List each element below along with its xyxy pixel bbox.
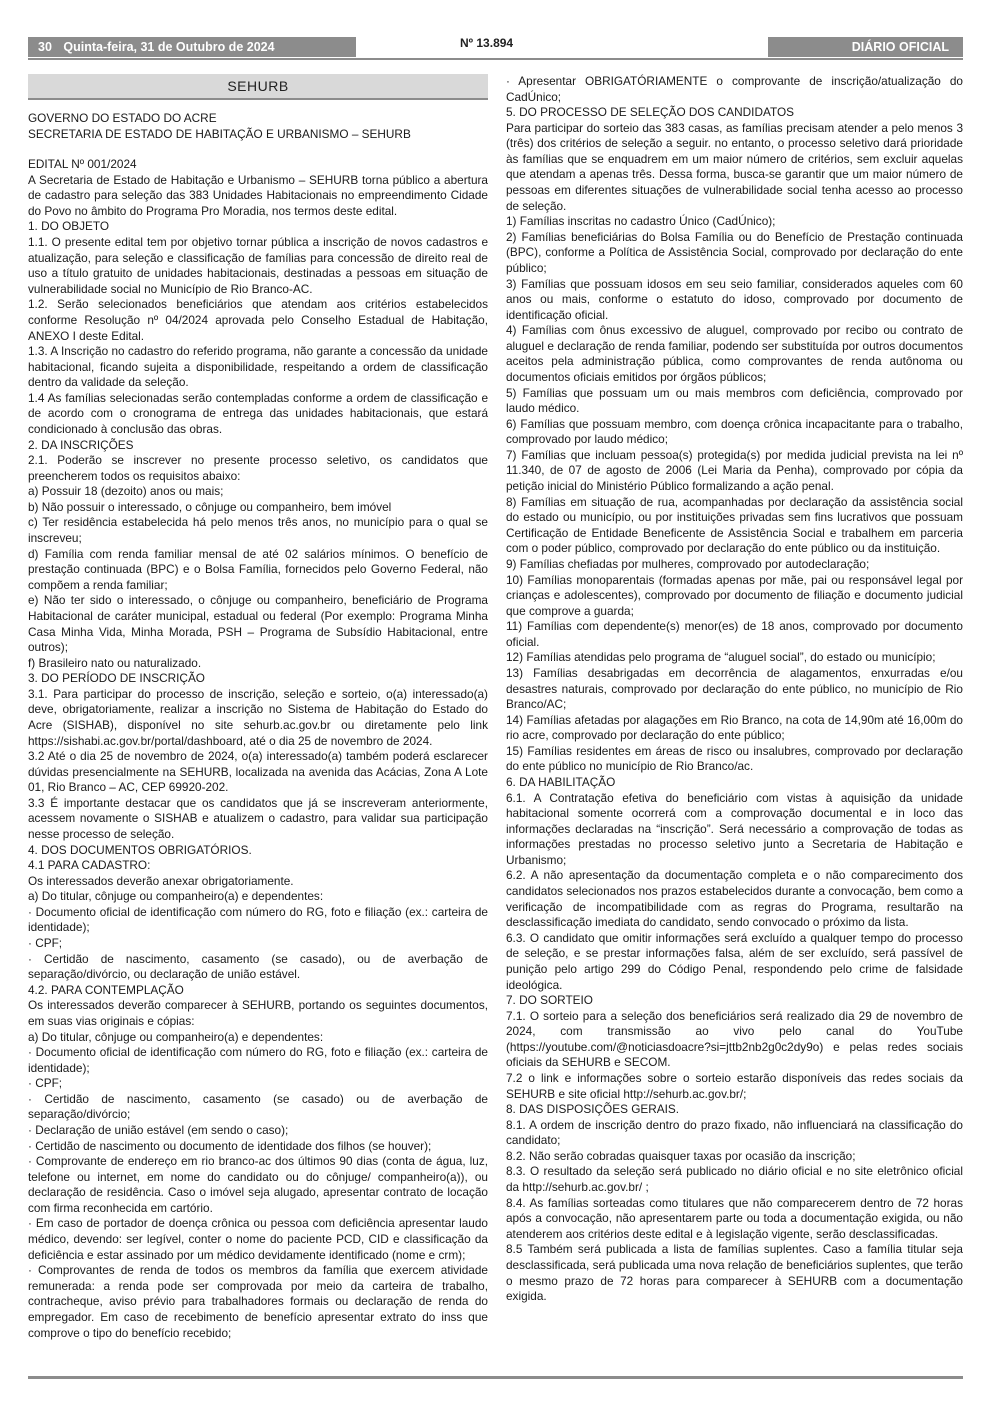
paragraph: · Apresentar OBRIGATÓRIAMENTE o comprovante de inscrição/atualização do CadÚnico; — [506, 74, 963, 104]
org-line-2: SECRETARIA DE ESTADO DE HABITAÇÃO E URBANISMO – SEHURB — [28, 126, 411, 141]
paragraph: · Documento oficial de identificação com número do RG, foto e filiação (ex.: carteira de identidade); — [28, 904, 488, 935]
paragraph: 2.1. Poderão se inscrever no presente processo seletivo, os candidatos que preencherem todos os requisitos abaixo: — [28, 453, 488, 483]
paragraph: 7.2 o link e informações sobre o sorteio estarão disponíveis das redes sociais da SEHURB e site oficial http://sehurb.ac.gov.br/; — [506, 1071, 963, 1101]
paragraph: a) Do titular, cônjuge ou companheiro(a) e dependentes: — [28, 1029, 324, 1044]
paragraph: 8.2. Não serão cobradas quaisquer taxas por ocasião da inscrição; — [506, 1148, 856, 1163]
paragraph: 10) Famílias monoparentais (formadas apenas por mãe, pai ou responsável legal por crianças e adolescentes), comprovado por documento de filiação e documento judicial que comprove a guarda; — [506, 572, 963, 618]
paragraph: 6.1. A Contratação efetiva do beneficiário com vistas à aquisição da unidade habitacional somente ocorrerá com a comprovação documental e in loco das informações declaradas na “inscrição”. Será necessário a comprovação de todas as informações prestadas no processo seletivo junto a Secretaria de Habitação e Urbanismo; — [506, 790, 963, 867]
paragraph: Os interessados deverão comparecer à SEHURB, portando os seguintes documentos, em suas vias originais e cópias: — [28, 998, 488, 1028]
edital-title: EDITAL Nº 001/2024 — [28, 157, 137, 172]
page-number: 30 — [38, 40, 52, 54]
paragraph: 12) Famílias atendidas pelo programa de “aluguel social”, do estado ou município; — [506, 650, 936, 665]
right-column — [506, 74, 963, 1305]
paragraph: e) Não ter sido o interessado, o cônjuge ou companheiro, beneficiário de Programa Habitacional de caráter municipal, estadual ou federal (Por exemplo: Programa Minha Casa Minha Vida, Minha Morada, PSH – Programa de Subsídio Habitacional, entre outros); — [28, 593, 488, 655]
paragraph: c) Ter residência estabelecida há pelo menos três anos, no município para o qual se inscreveu; — [28, 515, 488, 546]
paragraph: f) Brasileiro nato ou naturalizado. — [28, 655, 202, 670]
paragraph: a) Possuir 18 (dezoito) anos ou mais; — [28, 484, 224, 499]
paragraph: · Em caso de portador de doença crônica ou pessoa com deficiência apresentar laudo médico, devendo: ser legível, conter o nome do paciente PCD, CID e classificação da deficiência e estar assinado por um médico devidamente identificado (nome e crm); — [28, 1216, 488, 1262]
header-divider — [28, 58, 963, 60]
paragraph: 8.5 Também será publicada a lista de famílias suplentes. Caso a família titular seja desclassificada, será publicada uma nova relação de beneficiários suplentes, que terão o mesmo prazo de 72 horas para comparecer à SEHURB com a documentação exigida. — [506, 1242, 963, 1304]
paragraph: 9) Famílias chefiadas por mulheres, comprovado por autodeclaração; — [506, 556, 870, 571]
paragraph: · Comprovante de endereço em rio branco-ac dos últimos 90 dias (conta de água, luz, telefone ou internet, em nome do candidato ou do cônjuge/ companheiro(a)), ou declaração de residência. Caso o imóvel seja alugado, apresentar contrato de locação com firma reconhecida em cartório. — [28, 1154, 488, 1215]
page-header — [28, 37, 963, 57]
paragraph: 1. DO OBJETO — [28, 219, 110, 234]
publication-name: DIÁRIO OFICIAL — [851, 40, 949, 54]
left-column — [28, 74, 488, 1341]
paragraph: 1) Famílias inscritas no cadastro Único (CadÚnico); — [506, 214, 776, 229]
paragraph: 6.3. O candidato que omitir informações será excluído a qualquer tempo do processo de seleção, e se prestar informações falsa, além de ser excluído, será passível de punição pelo artigo 299 do Código Penal, respondendo pelo crime de falsidade ideológica. — [506, 930, 963, 992]
left-body-text — [28, 173, 488, 1341]
paragraph: 8.3. O resultado da seleção será publicado no diário oficial e no site eletrônico oficial da http://sehurb.ac.gov.br/ ; — [506, 1164, 963, 1195]
paragraph: 4. DOS DOCUMENTOS OBRIGATÓRIOS. — [28, 842, 252, 857]
edition-number: Nº 13.894 — [460, 36, 514, 50]
paragraph: 3.3 É importante destacar que os candidatos que já se inscreveram anteriormente, acessem novamente o SISHAB e atualizem o cadastro, para validar sua participação nesse processo de seleção. — [28, 795, 488, 842]
paragraph: 7) Famílias que incluam pessoa(s) protegida(s) por medida judicial prevista na lei nº 11.340, de 07 de agosto de 2006 (Lei Maria da Penha), comprovado por cópia da petição inicial do Ministério Público formalizando a ação penal. — [506, 447, 963, 494]
paragraph: 15) Famílias residentes em áreas de risco ou insalubres, comprovado por declaração do ente público no município de Rio Branco/ac. — [506, 743, 963, 774]
paragraph: a) Do titular, cônjuge ou companheiro(a) e dependentes: — [28, 889, 324, 904]
org-line-1: GOVERNO DO ESTADO DO ACRE — [28, 111, 217, 125]
paragraph: d) Família com renda familiar mensal de até 02 salários mínimos. O benefício de prestação continuada (BPC) e o Bolsa Família, fornecidos pelo Governo Federal, não compõem a renda familiar; — [28, 546, 488, 592]
paragraph: 1.4 As famílias selecionadas serão contempladas conforme a ordem de classificação e de acordo com o cronograma de entrega das unidades habitacionais, que estará condicionado à conclusão das obras. — [28, 390, 488, 436]
paragraph: 13) Famílias desabrigadas em decorrência de alagamentos, enxurradas e/ou desastres naturais, comprovado por declaração do ente público, no município de Rio Branco/AC; — [506, 665, 963, 712]
header-middle — [356, 37, 768, 57]
paragraph: 14) Famílias afetadas por alagações em Rio Branco, na cota de 14,90m até 16,00m do rio acre, comprovado por declaração do ente público; — [506, 712, 963, 743]
right-body-text — [506, 74, 963, 1305]
paragraph: A Secretaria de Estado de Habitação e Urbanismo – SEHURB torna público a abertura de cadastro para seleção das 383 Unidades Habitacionais no empreendimento Cidade do Povo no âmbito do Programa Pro Moradia, nos termos deste edital. — [28, 172, 488, 218]
paragraph: 2) Famílias beneficiárias do Bolsa Família ou do Benefício de Prestação continuada (BPC), conforme a Política de Assistência Social, comprovado por declaração do ente público; — [506, 229, 963, 275]
paragraph: 1.2. Serão selecionados beneficiários que atendam aos critérios estabelecidos conforme Resolução nº 04/2024 aprovada pelo Conselho Estadual de Habitação, ANEXO I deste Edital. — [28, 297, 488, 343]
paragraph: 1.1. O presente edital tem por objetivo tornar pública a inscrição de novos cadastros e atualização, para seleção e classificação de famílias para concessão de direito real de uso a título gratuito de unidades habitacionais, destinadas a pessoas em situação de vulnerabilidade social no Município de Rio Branco-AC. — [28, 235, 488, 296]
paragraph: · CPF; — [28, 936, 63, 951]
paragraph: 5. DO PROCESSO DE SELEÇÃO DOS CANDIDATOS — [506, 105, 794, 120]
paragraph: Os interessados deverão anexar obrigatoriamente. — [28, 873, 294, 888]
spacer — [28, 142, 488, 157]
paragraph: · Declaração de união estável (em sendo o caso); — [28, 1123, 289, 1137]
paragraph: 6.2. A não apresentação da documentação completa e o não comparecimento dos candidatos selecionados nos prazos estabelecidos durante a convocação, bem como a verificação de incompatibilidade com as regras do Programa, resultarão na desclassificação imediata do candidato, sendo convocado o próximo da lista. — [506, 868, 963, 930]
paragraph: 3. DO PERÍODO DE INSCRIÇÃO — [28, 671, 205, 686]
header-right-band — [768, 37, 963, 57]
footer-divider — [28, 1376, 963, 1379]
paragraph: 7. DO SORTEIO — [506, 993, 593, 1008]
paragraph: 3.1. Para participar do processo de inscrição, seleção e sorteio, o(a) interessado(a) deve, obrigatoriamente, realizar a inscrição no Sistema de Habitação do Estado do Acre (SISHAB), disponível no site sehurb.ac.gov.br ou diretamente pelo link https://sishabi.ac.gov.br/portal/dashboard, até o dia 25 de novembro de 2024. — [28, 686, 488, 748]
paragraph: · Comprovantes de renda de todos os membros da família que exercem atividade remunerada: a renda pode ser comprovada por meio da carteira de trabalho, contracheque, aviso prévio para trabalhadores formais ou declaração de renda do empregador. Em caso de recebimento de benefício apresentar extrato do inss que comprove o tipo do benefício recebido; — [28, 1263, 488, 1340]
paragraph: 6. DA HABILITAÇÃO — [506, 775, 616, 790]
paragraph: · Documento oficial de identificação com número do RG, foto e filiação (ex.: carteira de identidade); — [28, 1045, 488, 1075]
paragraph: 8.1. A ordem de inscrição dentro do prazo fixado, não influenciará na classificação do candidato; — [506, 1117, 963, 1148]
paragraph: 11) Famílias com dependente(s) menor(es) de 18 anos, comprovado por documento oficial. — [506, 619, 963, 649]
paragraph: · Certidão de nascimento ou documento de identidade dos filhos (se houver); — [28, 1138, 432, 1153]
paragraph: · CPF; — [28, 1076, 63, 1091]
paragraph: 8) Famílias em situação de rua, acompanhadas por declaração da assistência social do estado ou município, ou por instituições privadas sem fins lucrativos que possuam Certificação de Entidade Beneficente de Assistência Social e trabalhem em parceria com o poder público, comprovado por declaração do ente público ou da instituição. — [506, 494, 963, 556]
header-left-band — [28, 37, 356, 57]
paragraph: 7.1. O sorteio para a seleção dos beneficiários será realizado dia 29 de novembro de 2024, com transmissão ao vivo pelo canal do YouTube (https://youtube.com/@noticiasdoacre?si=jttb2nb2g0c2dy9o) e pelas redes sociais oficiais da SEHURB e SECOM. — [506, 1008, 963, 1070]
paragraph: 6) Famílias que possuam membro, com doença crônica incapacitante para o trabalho, comprovado por laudo médico; — [506, 416, 963, 447]
paragraph: 8.4. As famílias sorteadas como titulares que não comparecerem dentro de 72 horas após a convocação, não apresentarem parte ou toda a documentação exigida, ou não atenderem aos critérios deste edital e à legislação vigente, serão desclassificadas. — [506, 1195, 963, 1241]
section-title: SEHURB — [28, 74, 488, 100]
paragraph: 5) Famílias que possuam um ou mais membros com deficiência, comprovado por laudo médico. — [506, 385, 963, 416]
paragraph: · Certidão de nascimento, casamento (se casado) ou de averbação de separação/divórcio; — [28, 1091, 488, 1122]
paragraph: 4.1 PARA CADASTRO: — [28, 858, 151, 873]
publication-date: Quinta-feira, 31 de Outubro de 2024 — [63, 40, 275, 54]
paragraph: 3) Famílias que possuam idosos em seu seio familiar, considerados aqueles com 60 anos ou mais, conforme o estatuto do idoso, comprovado por documento de identificação oficial. — [506, 276, 963, 322]
paragraph: 1.3. A Inscrição no cadastro do referido programa, não garante a concessão da unidade habitacional, ficando sujeita a disponibilidade, respeitando a ordem de classificação dentro da validade da seleção. — [28, 344, 488, 390]
paragraph: · Certidão de nascimento, casamento (se casado), ou de averbação de separação/divórcio, ou declaração de união estável. — [28, 951, 488, 982]
paragraph: 4.2. PARA CONTEMPLAÇÃO — [28, 982, 184, 997]
paragraph: b) Não possuir o interessado, o cônjuge ou companheiro, bem imóvel — [28, 499, 392, 514]
paragraph: 2. DA INSCRIÇÕES — [28, 437, 134, 452]
paragraph: 3.2 Até o dia 25 de novembro de 2024, o(a) interessado(a) também poderá esclarecer dúvidas presencialmente na SEHURB, localizada na avenida das Acácias, Zona A Lote 01, Rio Branco – AC, CEP 69920-202. — [28, 749, 488, 795]
paragraph: 8. DAS DISPOSIÇÕES GERAIS. — [506, 1102, 680, 1117]
paragraph: Para participar do sorteio das 383 casas, as famílias precisam atender a pelo menos 3 (três) dos critérios de seleção a seguir. no entanto, o processo seletivo dará prioridade às famílias que se enquadrem em um maior número de critérios, sem excluir aquelas que atendam a apenas três. Dessa forma, busca-se garantir que um maior número de pessoas em diferentes situações de vulnerabilidade social tenha acesso ao processo de seleção. — [506, 120, 963, 213]
paragraph: 4) Famílias com ônus excessivo de aluguel, comprovado por recibo ou contrato de aluguel e declaração de renda familiar, podendo ser substituída por outros documentos aceitos pela administração pública, como comprovantes de renda autônoma ou documentos oficiais emitidos por órgãos públicos; — [506, 323, 963, 384]
